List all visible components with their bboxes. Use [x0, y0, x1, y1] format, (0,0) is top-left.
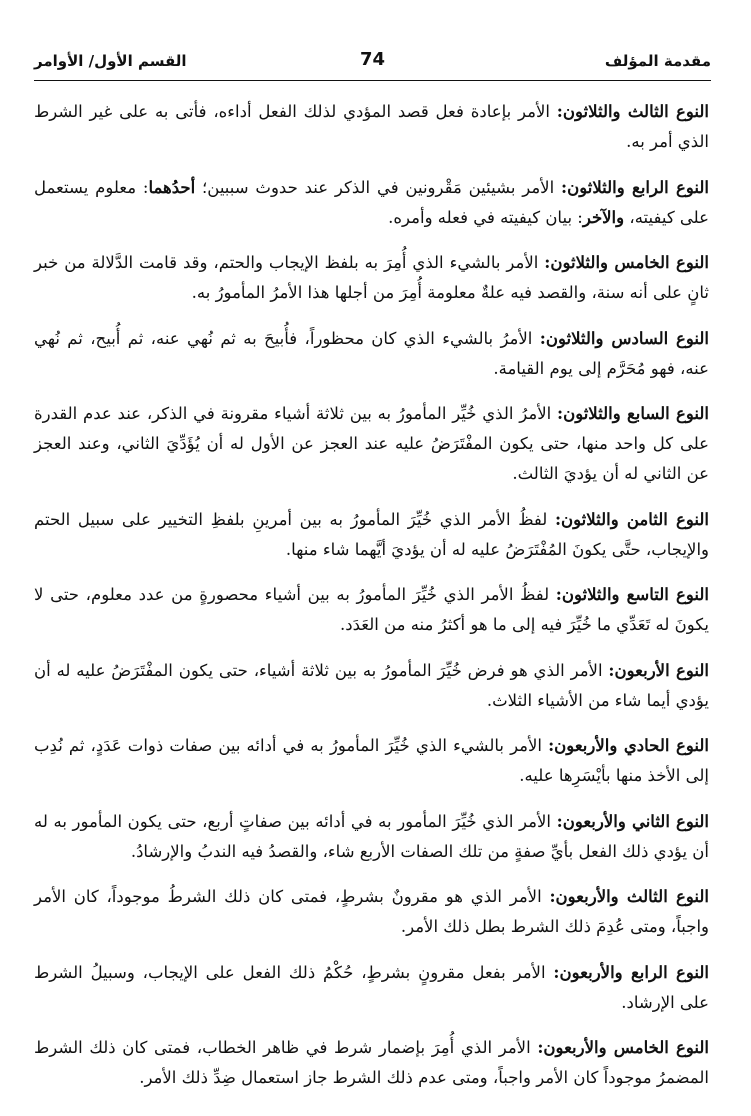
type-heading: النوع السادس والثلاثون:: [539, 328, 709, 348]
type-heading: النوع الثالث والأربعون:: [549, 887, 710, 906]
type-text: لفظُ الأمر الذي خُيِّرَ المأمورُ به بين أمرينِ بلفظِ التخيير على سبيل الحتم والإيجاب، حتَّى يكونَ المُفْتَرَضُ عليه له أن يؤديَ أيَّهما شاء منها.: [34, 509, 709, 559]
type-heading: النوع الثاني والأربعون:: [556, 811, 709, 831]
type-heading: النوع السابع والثلاثون:: [556, 404, 709, 423]
type-text: الأمر بالشيء الذي خُيِّرَ المأمورُ به في أدائه بين صفات ذوات عَدَدٍ، ثم نُدِب إلى الأخذ منها بأيْسَرِها عليه.: [34, 736, 709, 785]
type-heading: النوع الخامس والأربعون:: [537, 1038, 709, 1057]
paragraph-type-45: [34, 1033, 709, 1093]
type-text: الأمرُ بالشيء الذي كان محظوراً، فأُبيحَ به ثم نُهي عنه، ثم أُبيح، ثم نُهي عنه، فهو مُحَرَّم إلى يوم القيامة.: [34, 328, 709, 378]
type-text: الأمر بالشيء الذي أُمِرَ به بلفظ الإيجاب والحتم، وقد قامت الدَّلالة من خبر ثانٍ على أنه سنة، والقصد فيه علةٌ معلومة أُمِرَ من أجلها هذا الأمرُ المأمورُ به.: [34, 253, 709, 302]
page-body: [34, 97, 709, 1109]
type-text: الأمر بفعل مقرونٍ بشرطٍ، حُكْمُ ذلك الفعل على الإيجاب، وسبيلُ الشرط على الإرشاد.: [34, 962, 709, 1012]
type-heading: النوع الثامن والثلاثون:: [554, 509, 709, 529]
page-number: 74: [359, 49, 386, 70]
header-chapter-title: مقدمة المؤلف: [604, 52, 711, 70]
paragraph-type-39: [34, 580, 709, 640]
paragraph-type-40: [34, 656, 709, 716]
type-text: الأمر بشيئين مَقْرونين في الذكر عند حدوث سببين؛: [195, 177, 561, 197]
paragraph-type-38: [34, 505, 709, 565]
type-text: الأمر الذي خُيِّرَ المأمور به في أدائه بين صفاتٍ أربع، حتى يكون المأمور به له أن يؤدي ذلك الفعل بأيِّ صفةٍ من تلك الصفات الأربع شاء، والقصدُ فيه الندبُ والإرشادُ.: [34, 811, 709, 861]
sub-heading: أحدُهما: [148, 177, 196, 197]
type-heading: النوع الرابع والثلاثون:: [561, 177, 709, 197]
type-heading: النوع الأربعون:: [608, 660, 709, 680]
type-text: الأمر الذي هو فرض خُيِّرَ المأمورُ به بين ثلاثة أشياء، حتى يكون المفْتَرَضُ عليه له أن يؤدي أيما شاء من الأشياء الثلاث.: [34, 660, 709, 710]
paragraph-type-37: [34, 399, 709, 489]
type-heading: النوع الحادي والأربعون:: [548, 736, 709, 755]
type-text: الأمرُ الذي خُيِّر المأمورُ به بين ثلاثة أشياء مقرونة في الذكر، عند عدم القدرة على كل واحد منها، حتى يكون المفْتَرَضُ عليه عند العجز عن الأول له أن يُؤَدِّيَ الثاني، وعند العجز عن الثاني له أن يؤديَ الثالث.: [34, 404, 709, 483]
paragraph-type-35: [34, 248, 709, 308]
type-heading: النوع الرابع والأربعون:: [553, 962, 709, 982]
type-text: : بيان كيفيته في فعله وأمره.: [388, 207, 583, 227]
type-text: الأمر الذي أُمِرَ بإضمار شرط في ظاهر الخطاب، فمتى كان ذلك الشرط المضمرُ موجوداً كان الأمر واجباً، ومتى عدم ذلك الشرط جاز استعمال ضِدِّ ذلك الأمر.: [34, 1038, 709, 1087]
paragraph-type-42: [34, 807, 709, 867]
type-text: الأمر بإعادة فعل قصد المؤدي لذلك الفعل أداءه، فأتى به على غير الشرط الذي أمر به.: [34, 102, 709, 151]
paragraph-type-41: [34, 731, 709, 791]
paragraph-type-43: [34, 882, 709, 942]
type-text: : معلوم يستعمل على كيفيته،: [34, 177, 709, 227]
paragraph-type-36: [34, 324, 709, 384]
type-heading: النوع الثالث والثلاثون:: [556, 102, 709, 121]
paragraph-type-34: [34, 173, 709, 233]
sub-heading: والآخر: [582, 207, 625, 227]
running-header: [34, 46, 711, 81]
type-heading: النوع الخامس والثلاثون:: [544, 253, 709, 272]
header-section-title: القسم الأول/ الأوامر: [34, 52, 187, 70]
paragraph-type-44: [34, 958, 709, 1018]
type-heading: النوع التاسع والثلاثون:: [555, 585, 709, 604]
paragraph-type-33: [34, 97, 709, 157]
type-text: الأمر الذي هو مقرونٌ بشرطٍ، فمتى كان ذلك الشرطُ موجوداً، كان الأمر واجباً، ومتى عُدِمَ ذلك الشرط بطل ذلك الأمر.: [34, 887, 709, 936]
type-text: لفظُ الأمر الذي خُيِّرَ المأمورُ به بين أشياء محصورةٍ من عدد معلوم، حتى لا يكونَ له تَعَدِّي ما خُيِّرَ فيه إلى ما هو أكثرُ منه من العَدَد.: [34, 585, 709, 634]
